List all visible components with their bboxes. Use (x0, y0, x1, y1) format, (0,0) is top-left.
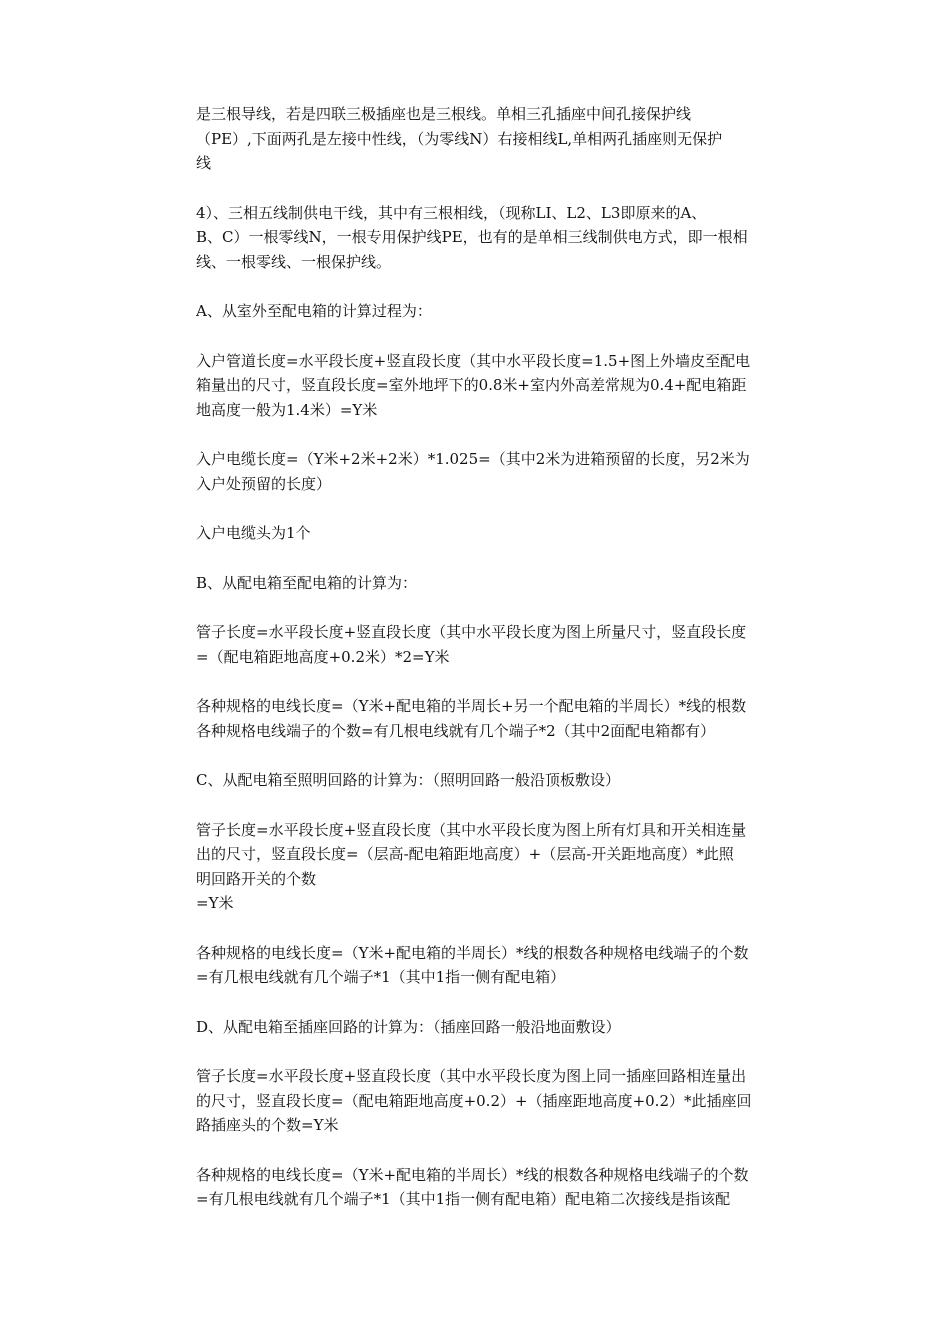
text-line: 4）、三相五线制供电干线，其中有三根相线，（现称LI、L2、L3即原来的A、 (196, 203, 707, 222)
paragraph (196, 694, 826, 743)
document-body (196, 102, 826, 1237)
paragraph (196, 768, 826, 793)
text-line: （PE）,下面两孔是左接中性线，（为零线N）右接相线L,单相两孔插座则无保护 (196, 129, 723, 148)
text-line: 的尺寸，竖直段长度=（配电箱距地高度+0.2）+（插座距地高度+0.2）*此插座回 (196, 1091, 752, 1110)
text-line: =有几根电线就有几个端子*1（其中1指一侧有配电箱）配电箱二次接线是指该配 (196, 1190, 731, 1208)
text-line: 各种规格的电线长度=（Y米+配电箱的半周长+另一个配电箱的半周长）*线的根数 (196, 697, 747, 715)
text-line: =（配电箱距地高度+0.2米）*2=Y米 (196, 647, 450, 666)
paragraph (196, 941, 826, 990)
paragraph (196, 299, 826, 324)
text-line: B、从配电箱至配电箱的计算为： (196, 573, 418, 592)
text-line: 管子长度=水平段长度+竖直段长度（其中水平段长度为图上所有灯具和开关相连量 (196, 820, 747, 839)
paragraph (196, 818, 826, 916)
text-line: 各种规格的电线长度=（Y米+配电箱的半周长）*线的根数各种规格电线端子的个数 (196, 943, 749, 962)
paragraph (196, 1163, 826, 1212)
text-line: 是三根导线，若是四联三极插座也是三根线。单相三孔插座中间孔接保护线 (196, 105, 692, 123)
text-line: 明回路开关的个数 (196, 869, 317, 888)
text-line: 管子长度=水平段长度+竖直段长度（其中水平段长度为图上同一插座回路相连量出 (196, 1067, 747, 1085)
text-line: 入户电缆长度=（Y米+2米+2米）*1.025=（其中2米为进箱预留的长度，另2米为 (196, 450, 750, 468)
text-line: 入户处预留的长度） (196, 474, 332, 493)
text-line: D、从配电箱至插座回路的计算为：（插座回路一般沿地面敷设） (196, 1017, 621, 1036)
text-line: 线 (196, 154, 212, 172)
paragraph (196, 571, 826, 596)
text-line: C、从配电箱至照明回路的计算为：（照明回路一般沿顶板敷设） (196, 771, 620, 789)
paragraph (196, 447, 826, 496)
text-line: =有几根电线就有几个端子*1（其中1指一侧有配电箱） (196, 968, 566, 986)
paragraph (196, 1064, 826, 1138)
paragraph (196, 349, 826, 423)
text-line: =Y米 (196, 894, 234, 912)
text-line: 出的尺寸，竖直段长度=（层高-配电箱距地高度）+（层高-开关距地高度）*此照 (196, 845, 734, 863)
paragraph (196, 201, 826, 275)
text-line: 箱量出的尺寸，竖直段长度=室外地坪下的0.8米+室内外高差常规为0.4+配电箱距 (196, 376, 747, 394)
text-line: A、从室外至配电箱的计算过程为： (196, 302, 432, 320)
text-line: 管子长度=水平段长度+竖直段长度（其中水平段长度为图上所量尺寸，竖直段长度 (196, 623, 747, 641)
text-line: 入户电缆头为1个 (196, 524, 311, 542)
text-line: 各种规格的电线长度=（Y米+配电箱的半周长）*线的根数各种规格电线端子的个数 (196, 1165, 749, 1184)
text-line: 入户管道长度=水平段长度+竖直段长度（其中水平段长度=1.5+图上外墙皮至配电 (196, 351, 751, 370)
text-line: 各种规格电线端子的个数=有几根电线就有几个端子*2（其中2面配电箱都有） (196, 721, 716, 740)
text-line: 线、一根零线、一根保护线。 (196, 252, 392, 271)
paragraph (196, 102, 826, 176)
paragraph (196, 620, 826, 669)
text-line: B、C）一根零线N，一根专用保护线PE，也有的是单相三线制供电方式，即一根相 (196, 228, 748, 246)
text-line: 地高度一般为1.4米）=Y米 (196, 400, 378, 419)
text-line: 路插座头的个数=Y米 (196, 1116, 339, 1134)
paragraph (196, 1015, 826, 1040)
paragraph (196, 521, 826, 546)
